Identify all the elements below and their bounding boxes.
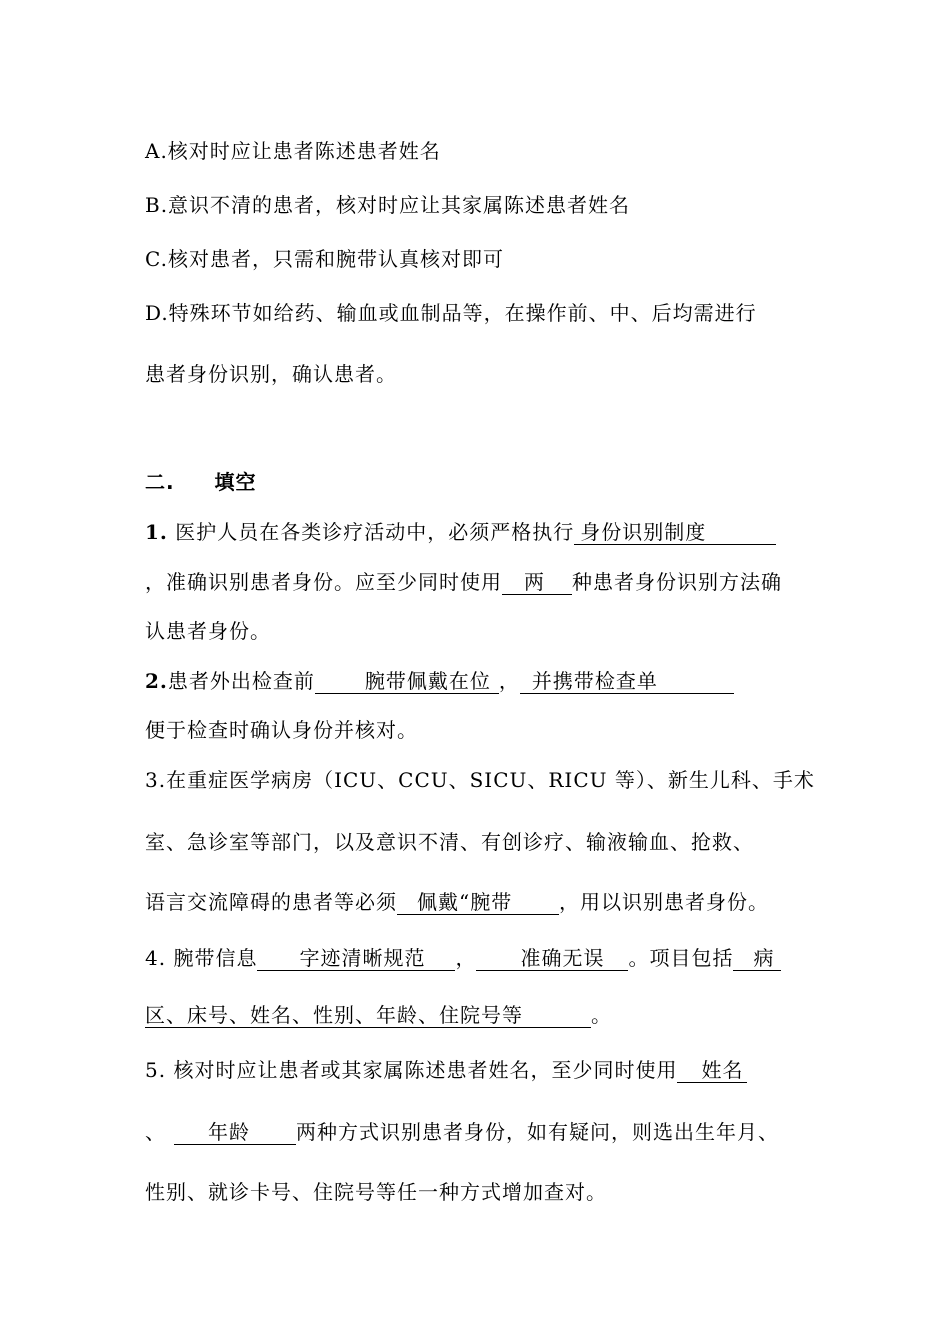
q5-text2: 、 [145, 1120, 166, 1144]
q5-text3: 两种方式识别患者身份，如有疑问，则选出生年月、 [296, 1120, 779, 1144]
q1-line2 [145, 568, 782, 596]
q3-text4: ，用以识别患者身份。 [559, 890, 769, 914]
q2-line2: 便于检查时确认身份并核对。 [145, 718, 418, 742]
option-b: B.意识不清的患者，核对时应让其家属陈述患者姓名 [145, 193, 631, 217]
section-heading [145, 468, 257, 496]
section-number: 二. [145, 470, 175, 494]
q1-text3: 种患者身份识别方法确 [572, 570, 782, 594]
q4-text1: 腕带信息 [173, 946, 258, 970]
q4-line1 [145, 944, 781, 972]
option-a: A.核对时应让患者陈述患者姓名 [145, 139, 441, 163]
q5-answer1: 姓名 [677, 1058, 747, 1083]
q5-text1: 核对时应让患者或其家属陈述患者姓名，至少同时使用 [173, 1058, 678, 1082]
q3-line3 [145, 888, 769, 916]
q1-number: 1. [145, 520, 168, 544]
q2-number: 2. [145, 669, 168, 693]
q5-line1 [145, 1056, 747, 1084]
q1-text1: 医护人员在各类诊疗活动中，必须严格执行 [175, 520, 575, 544]
q5-line3: 性别、就诊卡号、住院号等任一种方式增加查对。 [145, 1180, 607, 1204]
option-d-line1: D.特殊环节如给药、输血或血制品等，在操作前、中、后均需进行 [145, 301, 757, 325]
q5-answer2: 年龄 [174, 1120, 296, 1145]
option-d-line2: 患者身份识别，确认患者。 [145, 362, 397, 386]
q4-line2 [145, 1001, 612, 1029]
q4-text4: 。 [591, 1003, 612, 1027]
q1-answer2: 两 [502, 570, 572, 595]
q3-line2: 室、急诊室等部门，以及意识不清、有创诊疗、输液输血、抢救、 [145, 830, 754, 854]
q1-text2: ，准确识别患者身份。应至少同时使用 [145, 570, 502, 594]
option-c: C.核对患者，只需和腕带认真核对即可 [145, 247, 504, 271]
q4-text3: 。项目包括 [628, 946, 734, 970]
q2-answer1: 腕带佩戴在位 [315, 669, 499, 694]
section-title: 填空 [214, 470, 257, 494]
q4-answer1: 字迹清晰规范 [257, 946, 455, 971]
q4-answer2: 准确无误 [476, 946, 628, 971]
q4-answer3-part2: 区、床号、姓名、性别、年龄、住院号等 [145, 1003, 591, 1028]
q4-text2: ， [455, 946, 477, 970]
q4-answer3-part1: 病 [733, 946, 781, 971]
q2-answer2: 并携带检查单 [520, 669, 734, 694]
q1-line3: 认患者身份。 [145, 619, 271, 643]
q3-text3: 语言交流障碍的患者等必须 [145, 890, 397, 914]
q2-text2: ， [498, 669, 520, 693]
q4-number: 4. [145, 946, 167, 970]
q3-line1: 3.在重症医学病房（ICU、CCU、SICU、RICU 等）、新生儿科、手术 [145, 768, 815, 792]
q1-answer1: 身份识别制度 [574, 520, 776, 545]
q2-line1 [145, 667, 734, 695]
q2-text1: 患者外出检查前 [167, 669, 315, 693]
q5-line2 [145, 1118, 779, 1146]
q5-number: 5. [145, 1058, 167, 1082]
q3-answer1: 佩戴“腕带 [397, 890, 559, 915]
q1-line1 [145, 518, 776, 546]
